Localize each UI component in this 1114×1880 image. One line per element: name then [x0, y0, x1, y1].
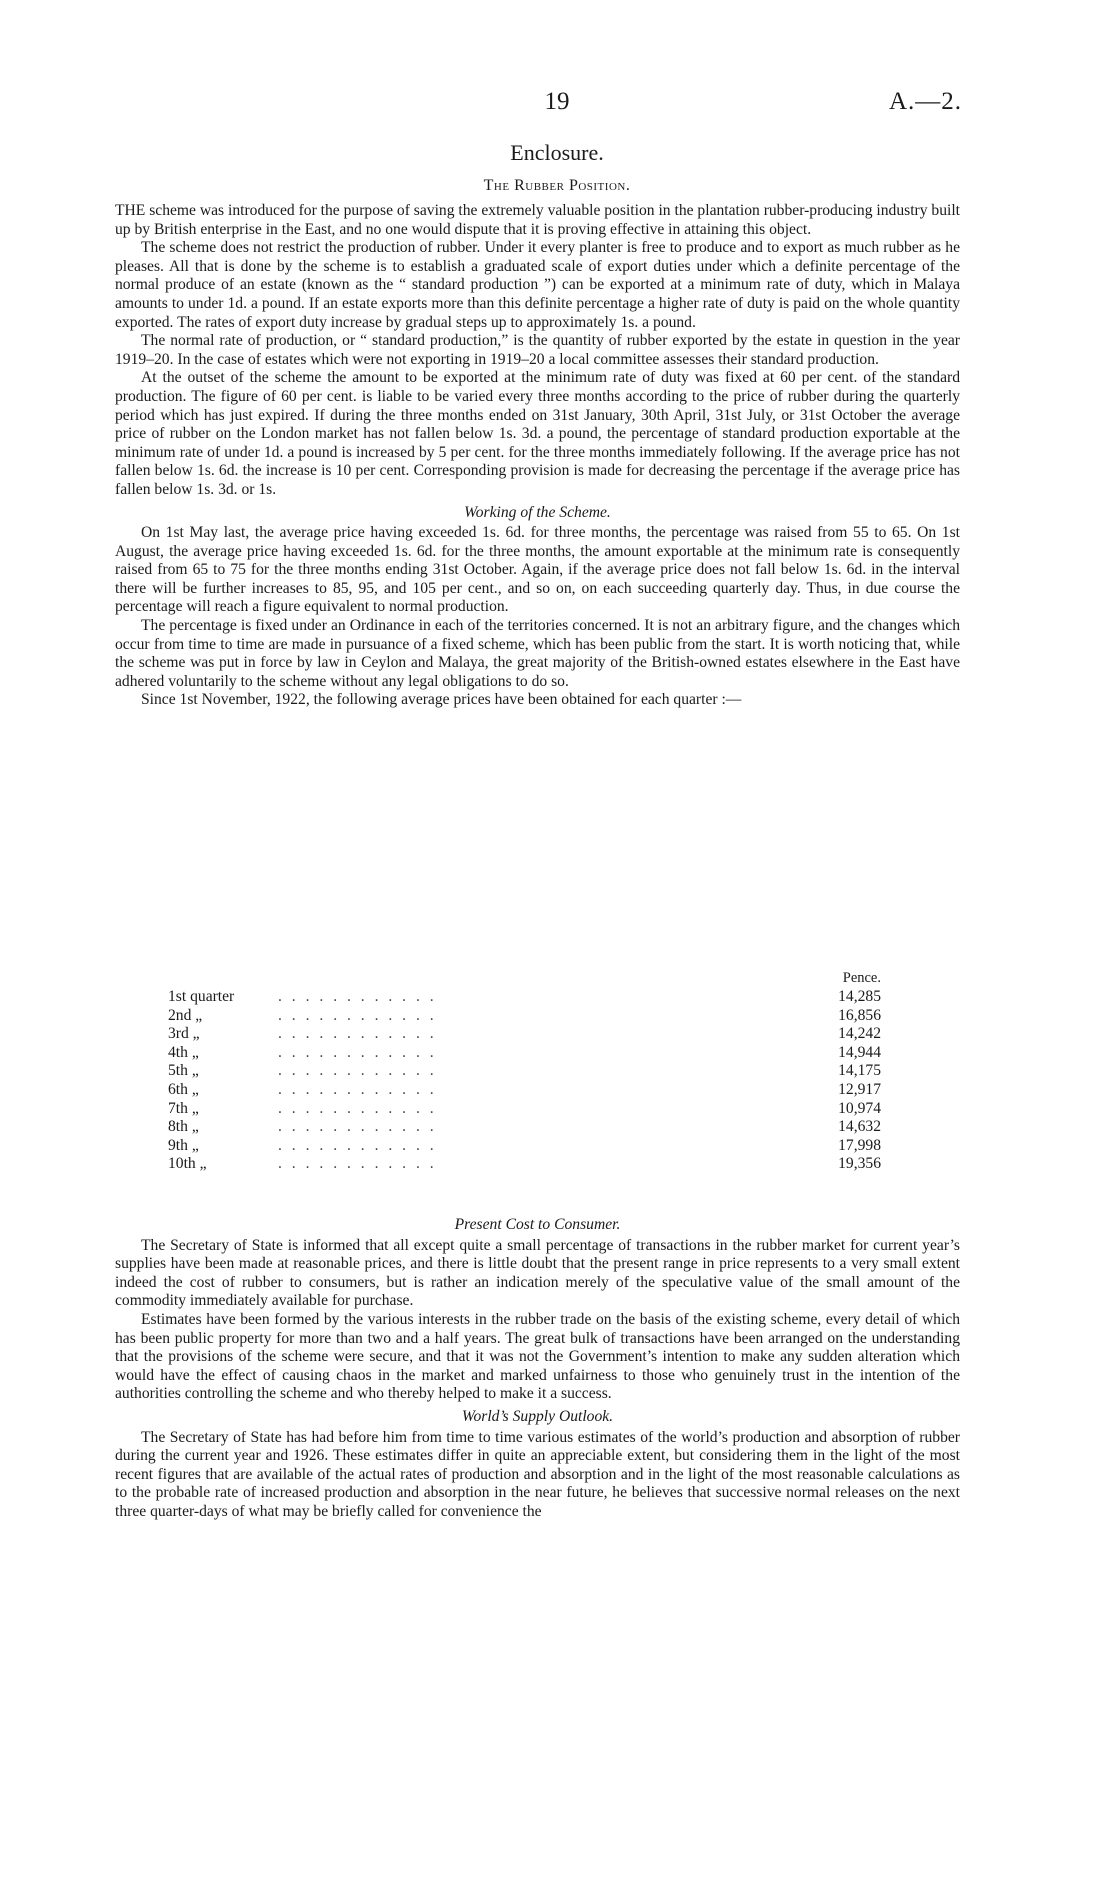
leader-dots: . . . . . . . . . . . .: [278, 1136, 437, 1154]
page-number: 19: [544, 88, 570, 115]
subsection-heading-cost: Present Cost to Consumer.: [454, 1216, 621, 1233]
paragraph: The percentage is fixed under an Ordinance in each of the territories concerned. It is not an arbitrary figure, and the changes which occur from time to time are made in pursuance of a fixed scheme, which has been public from the start. It is worth noticing that, while the scheme was put in force by law in Ceylon and Malaya, the great majority of the British-owned estates elsewhere in the East have adhered voluntarily to the scheme without any legal obligations to do so.: [115, 617, 960, 690]
page-title: Enclosure.: [510, 140, 604, 165]
leader-dots: . . . . . . . . . . . .: [278, 988, 437, 1005]
paragraph: The scheme does not restrict the production of rubber. Under it every planter is free to produce and to export as much rubber as he pleases. All that is done by the scheme is to establish a graduated scale of export duties under which a definite percentage of the normal produce of an estate (known as the “ standard production ”) can be exported at a minimum rate of duty, which in Malaya amounts to under 1d. a pound. If an estate exports more than this definite percentage a higher rate of duty is paid on the whole quantity exported. The rates of export duty increase by gradual steps up to approximately 1s. a pound.: [115, 239, 960, 331]
table-header-row: [115, 968, 881, 988]
quarter-label: 2nd „: [168, 1006, 203, 1024]
paragraph: THE scheme was introduced for the purpose of saving the extremely valuable position in the plantation rubber-producing industry built up by British enterprise in the East, and no one would dispute that it is proving effective in attaining this object.: [115, 202, 961, 238]
table-row: [115, 1025, 881, 1044]
table-row: [115, 1081, 881, 1100]
paragraph: Since 1st November, 1922, the following average prices have been obtained for each quarter :—: [141, 691, 742, 709]
paragraph: The Secretary of State is informed that all except quite a small percentage of transactions in the rubber market for current year’s supplies have been made at reasonable prices, and there is little doubt that the present range in price represents to a very small extent indeed the cost of rubber to consumers, but is rather an indication merely of the speculative value of the small amount of the commodity immediately available for purchase.: [115, 1236, 960, 1310]
quarter-label: 7th „: [168, 1099, 199, 1117]
leader-dots: . . . . . . . . . . . .: [278, 1043, 437, 1061]
price-value: 14,175: [838, 1062, 881, 1080]
price-value: 14,285: [838, 988, 881, 1005]
price-value: 17,998: [838, 1136, 881, 1154]
subsection-heading-supply: World’s Supply Outlook.: [461, 1407, 614, 1425]
price-table: [115, 968, 881, 1174]
leader-dots: . . . . . . . . . . . .: [278, 1062, 437, 1080]
quarter-label: 3rd „: [168, 1025, 200, 1043]
leader-dots: . . . . . . . . . . . .: [278, 1118, 437, 1136]
price-value: 19,356: [838, 1155, 881, 1173]
unit-header: Pence.: [842, 969, 881, 986]
subsection-heading-working: Working of the Scheme.: [464, 503, 611, 521]
table-row: [115, 1100, 881, 1119]
leader-dots: . . . . . . . . . . . .: [278, 1006, 437, 1024]
section-heading: [0, 177, 1114, 195]
quarter-label: 1st quarter: [168, 988, 235, 1005]
quarter-label: 9th „: [168, 1136, 199, 1154]
price-value: 12,917: [838, 1080, 881, 1098]
paragraph: On 1st May last, the average price having exceeded 1s. 6d. for three months, the percentage was raised from 55 to 65. On 1st August, the average price having exceeded 1s. 6d. for the three months, the amount exportable at the minimum rate is consequently raised from 65 to 75 for the three months ending 31st October. Again, if the average price does not fall below 1s. 6d. in the interval there will be further increases to 85, 95, and 105 per cent., and so on, on each succeeding quarterly day. Thus, in due course the percentage will reach a figure equivalent to normal production.: [115, 524, 960, 616]
paragraph: Estimates have been formed by the various interests in the rubber trade on the basis of the existing scheme, every detail of which has been public property for more than two and a half years. The great bulk of transactions have been arranged on the understanding that the provisions of the scheme were secure, and that it was not the Government’s intention to make any sudden alteration which would have the effect of causing chaos in the market and marked unfairness to those who genuinely trust in the intention of the authorities controlling the scheme and who thereby helped to make it a success.: [115, 1310, 960, 1403]
paragraph: The Secretary of State has had before him from time to time various estimates of the world’s production and absorption of rubber during the current year and 1926. These estimates differ in quite an appreciable extent, but considering them in the light of the most recent figures that are available of the actual rates of production and absorption and in the light of the most reasonable calculations as to the probable rate of increased production and absorption in the near future, he believes that successive normal releases on the next three quarter-days of what may be briefly called for convenience the: [115, 1428, 960, 1520]
paragraph: The normal rate of production, or “ standard production,” is the quantity of rubber exported by the estate in question in the year 1919–20. In the case of estates which were not exporting in 1919–20 a local committee assesses their standard production.: [115, 332, 960, 368]
text-block-upper: [115, 202, 960, 710]
table-row: [115, 988, 881, 1007]
leader-dots: . . . . . . . . . . . .: [278, 1025, 437, 1043]
price-value: 14,242: [838, 1025, 881, 1043]
table-row: [115, 1044, 881, 1063]
leader-dots: . . . . . . . . . . . .: [278, 1099, 437, 1117]
table-row: [115, 1062, 881, 1081]
document-reference: A.—2.: [888, 88, 962, 115]
paragraph: At the outset of the scheme the amount to be exported at the minimum rate of duty was fixed at 60 per cent. of the standard production. The figure of 60 per cent. is liable to be varied every three months according to the price of rubber during the quarterly period which has just expired. If during the three months ended on 31st January, 30th April, 31st July, or 31st October the average price of rubber on the London market has not fallen below 1s. 3d. a pound, the percentage of standard production exportable at the minimum rate of under 1d. a pound is increased by 5 per cent. for the three months immediately following. If the average price has not fallen below 1s. 6d. the increase is 10 per cent. Corresponding provision is made for decreasing the percentage if the average price has fallen below 1s. 3d. or 1s.: [115, 369, 960, 498]
leader-dots: . . . . . . . . . . . .: [278, 1155, 437, 1173]
table-row: [115, 1118, 881, 1137]
quarter-label: 4th „: [168, 1043, 199, 1061]
price-value: 14,632: [838, 1118, 881, 1136]
table-row: [115, 1007, 881, 1026]
price-value: 14,944: [838, 1043, 881, 1061]
section-heading-text: The Rubber Position.: [483, 177, 631, 194]
quarter-label: 8th „: [168, 1118, 199, 1136]
leader-dots: . . . . . . . . . . . .: [278, 1080, 437, 1098]
table-row: [115, 1155, 881, 1174]
quarter-label: 6th „: [168, 1080, 199, 1098]
price-value: 10,974: [838, 1099, 881, 1117]
text-block-lower: [115, 1212, 960, 1522]
table-row: [115, 1137, 881, 1156]
price-value: 16,856: [838, 1006, 881, 1024]
quarter-label: 5th „: [168, 1062, 199, 1080]
quarter-label: 10th „: [168, 1155, 207, 1173]
